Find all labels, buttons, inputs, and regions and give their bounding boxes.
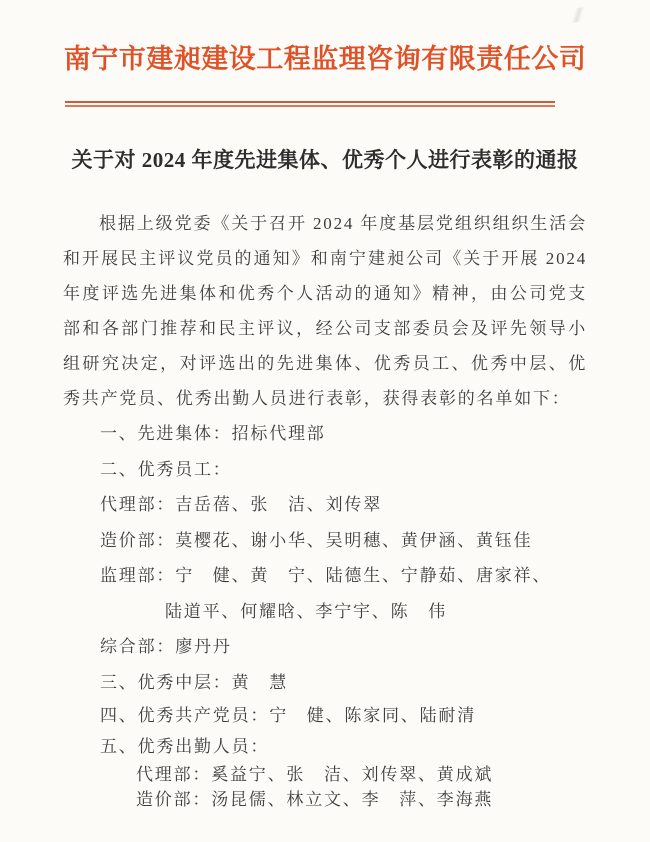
- dept-general-line: 综合部：廖丹丹: [100, 637, 232, 656]
- dept-supervision-line-1: 监理部：宁 健、黄 宁、陆德生、宁静茹、唐家祥、: [100, 566, 552, 585]
- award-item-excellent-employees: 二、优秀员工：: [100, 459, 232, 479]
- paragraph-line-4: 部和各部门推荐和民主评议，经公司支部委员会及评先领导小: [63, 319, 587, 338]
- award-list: [63, 416, 587, 812]
- award-item-excellent-attendance: 五、优秀出勤人员：: [100, 737, 270, 756]
- paragraph-line-5: 组研究决定，对评选出的先进集体、优秀员工、优秀中层、优: [63, 354, 587, 373]
- document-body: [63, 145, 587, 812]
- dept-agency-line: 代理部：吉岳蓓、张 洁、刘传翠: [100, 495, 382, 514]
- award-item-excellent-party: 四、优秀共产党员：宁 健、陈家同、陆耐清: [100, 706, 476, 725]
- dept-cost-line: 造价部：莫樱花、谢小华、吴明穗、黄伊涵、黄钰佳: [100, 530, 533, 550]
- dept-supervision-line-2: 陆道平、何耀晗、李宁宇、陈 伟: [165, 601, 447, 621]
- document-title: 关于对 2024 年度先进集体、优秀个人进行表彰的通报: [71, 148, 579, 172]
- attendance-cost-line: 造价部：汤昆儒、林立文、李 萍、李海燕: [136, 790, 494, 809]
- intro-paragraph: [63, 206, 587, 416]
- scan-artifact: [557, 5, 599, 24]
- paragraph-line-6: 秀共产党员、优秀出勤人员进行表彰，获得表彰的名单如下：: [63, 389, 571, 408]
- header-divider: [65, 101, 555, 107]
- company-name: 南宁市建昶建设工程监理咨询有限责任公司: [63, 44, 587, 75]
- paragraph-line-3: 年度评选先进集体和优秀个人活动的通知》精神，由公司党支: [63, 284, 587, 303]
- page-header: [63, 42, 587, 107]
- award-item-excellent-middle: 三、优秀中层：黄 慧: [100, 672, 288, 692]
- paragraph-line-1: 根据上级党委《关于召开 2024 年度基层党组织组织生活会: [99, 214, 587, 233]
- paragraph-line-2: 和开展民主评议党员的通知》和南宁建昶公司《关于开展 2024: [63, 249, 587, 268]
- attendance-agency-line: 代理部：奚益宁、张 洁、刘传翠、黄成斌: [136, 765, 494, 784]
- award-item-advanced-collective: 一、先进集体：招标代理部: [100, 424, 326, 443]
